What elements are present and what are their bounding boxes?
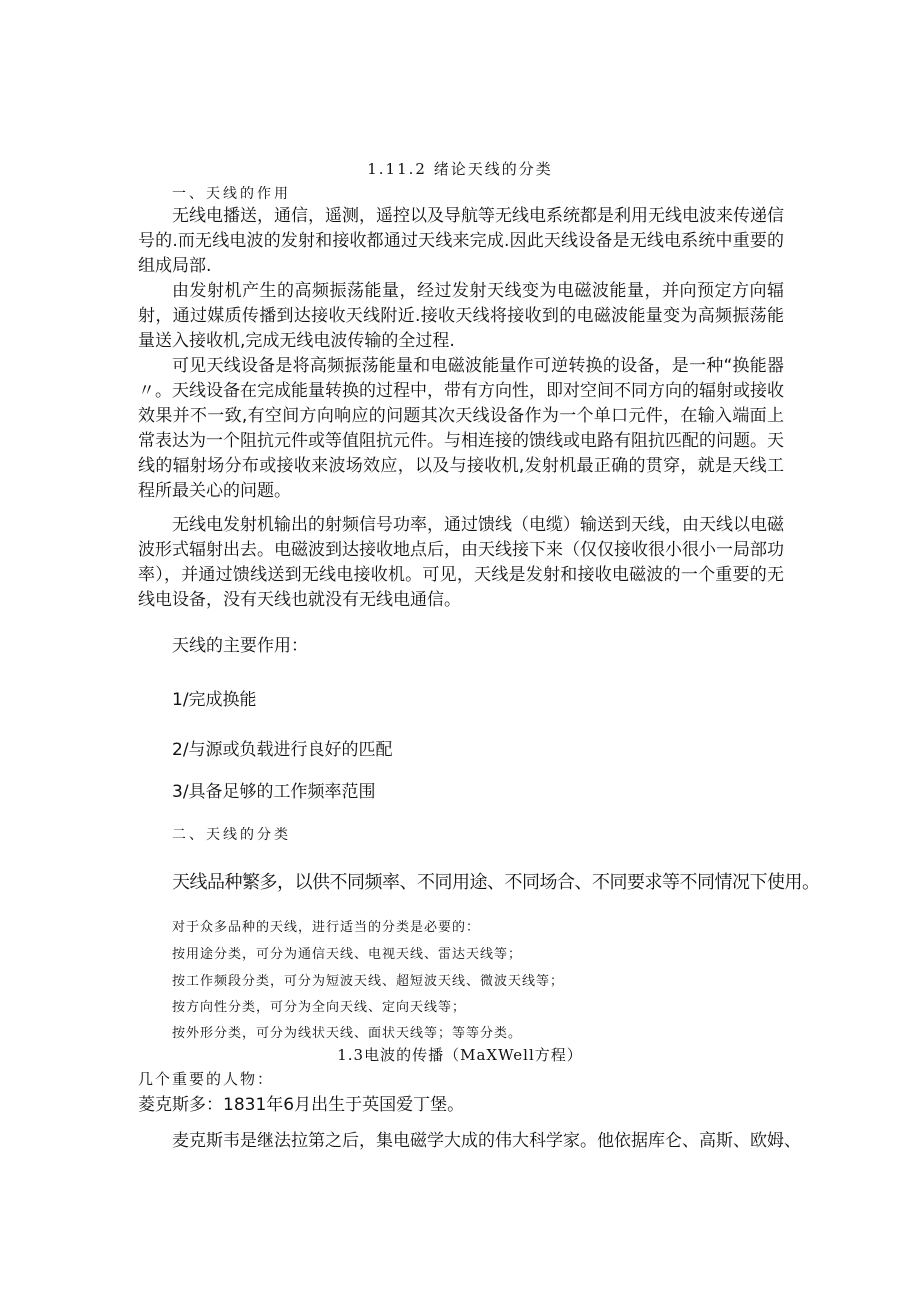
classification-line-5: 按外形分类，可分为线状天线、面状天线等；等等分类。	[172, 1026, 523, 1041]
maxwell-intro: 麦克斯韦是继法拉第之后，集电磁学大成的伟大科学家。他依据库仑、高斯、欧姆、	[172, 1131, 801, 1151]
heading-antenna-classification: 二、天线的分类	[172, 827, 291, 843]
paragraph-transmitter-energy: 由发射机产生的高频振荡能量，经过发射天线变为电磁波能量，并向预定方向辐射，通过媒质传播到达接收天线附近.接收天线将接收到的电磁波能量变为高频振荡能量送入接收机,完成无线电波传输的全过程.	[138, 281, 784, 351]
function-item-3: 3/具备足够的工作频率范围	[172, 782, 376, 802]
section-title: 1.11.2 绪论天线的分类	[367, 160, 553, 178]
classification-line-4: 按方向性分类，可分为全向天线、定向天线等；	[172, 1000, 467, 1015]
classification-line-1: 对于众多品种的天线，进行适当的分类是必要的：	[172, 920, 481, 935]
maxwell-birth: 菱克斯多：1831年6月出生于英国爱丁堡。	[138, 1095, 465, 1115]
paragraph-energy-converter: 可见天线设备是将高频振荡能量和电磁波能量作可逆转换的设备，是一种“换能器〃。天线设备在完成能量转换的过程中，带有方向性，即对空间不同方向的辐射或接收效果并不一致,有空间方向响应的问题其次天线设备作为一个单口元件，在输入端面上常表达为一个阻抗元件或等值阻抗元件。与相连接的馈线或电路有阻抗匹配的问题。天线的辐射场分布或接收来波场效应，以及与接收机,发射机最正确的贯穿，就是天线工程所最关心的问题。	[138, 356, 784, 501]
paragraph-rf-transmission: 无线电发射机输出的射频信号功率，通过馈线（电缆）输送到天线，由天线以电磁波形式辐射出去。电磁波到达接收地点后，由天线接下来（仅仅接收很小很小一局部功率），并通过馈线送到无线电接收机。可见，天线是发射和接收电磁波的一个重要的无线电设备，没有天线也就没有无线电通信。	[138, 515, 784, 610]
classification-line-2: 按用途分类，可分为通信天线、电视天线、雷达天线等；	[172, 947, 523, 962]
section-2-title: 1.3电波的传播（MaXWell方程）	[337, 1046, 583, 1064]
body-block-1	[138, 204, 784, 504]
classification-line-3: 按工作频段分类，可分为短波天线、超短波天线、微波天线等；	[172, 974, 565, 989]
people-label: 几个重要的人物：	[138, 1070, 275, 1088]
main-functions-label: 天线的主要作用：	[172, 636, 308, 656]
function-item-2: 2/与源或负载进行良好的匹配	[172, 740, 393, 760]
heading-antenna-function: 一、天线的作用	[172, 186, 291, 202]
function-item-1: 1/完成换能	[172, 690, 257, 710]
classification-intro: 天线品种繁多，以供不同频率、不同用途、不同场合、不同要求等不同情况下使用。	[172, 872, 820, 893]
body-block-2	[138, 513, 784, 613]
paragraph-radio-systems: 无线电播送，通信，遥测，遥控以及导航等无线电系统都是利用无线电波来传递信号的.而无线电波的发射和接收都通过天线来完成.因此天线设备是无线电系统中重要的组成局部.	[138, 206, 784, 276]
